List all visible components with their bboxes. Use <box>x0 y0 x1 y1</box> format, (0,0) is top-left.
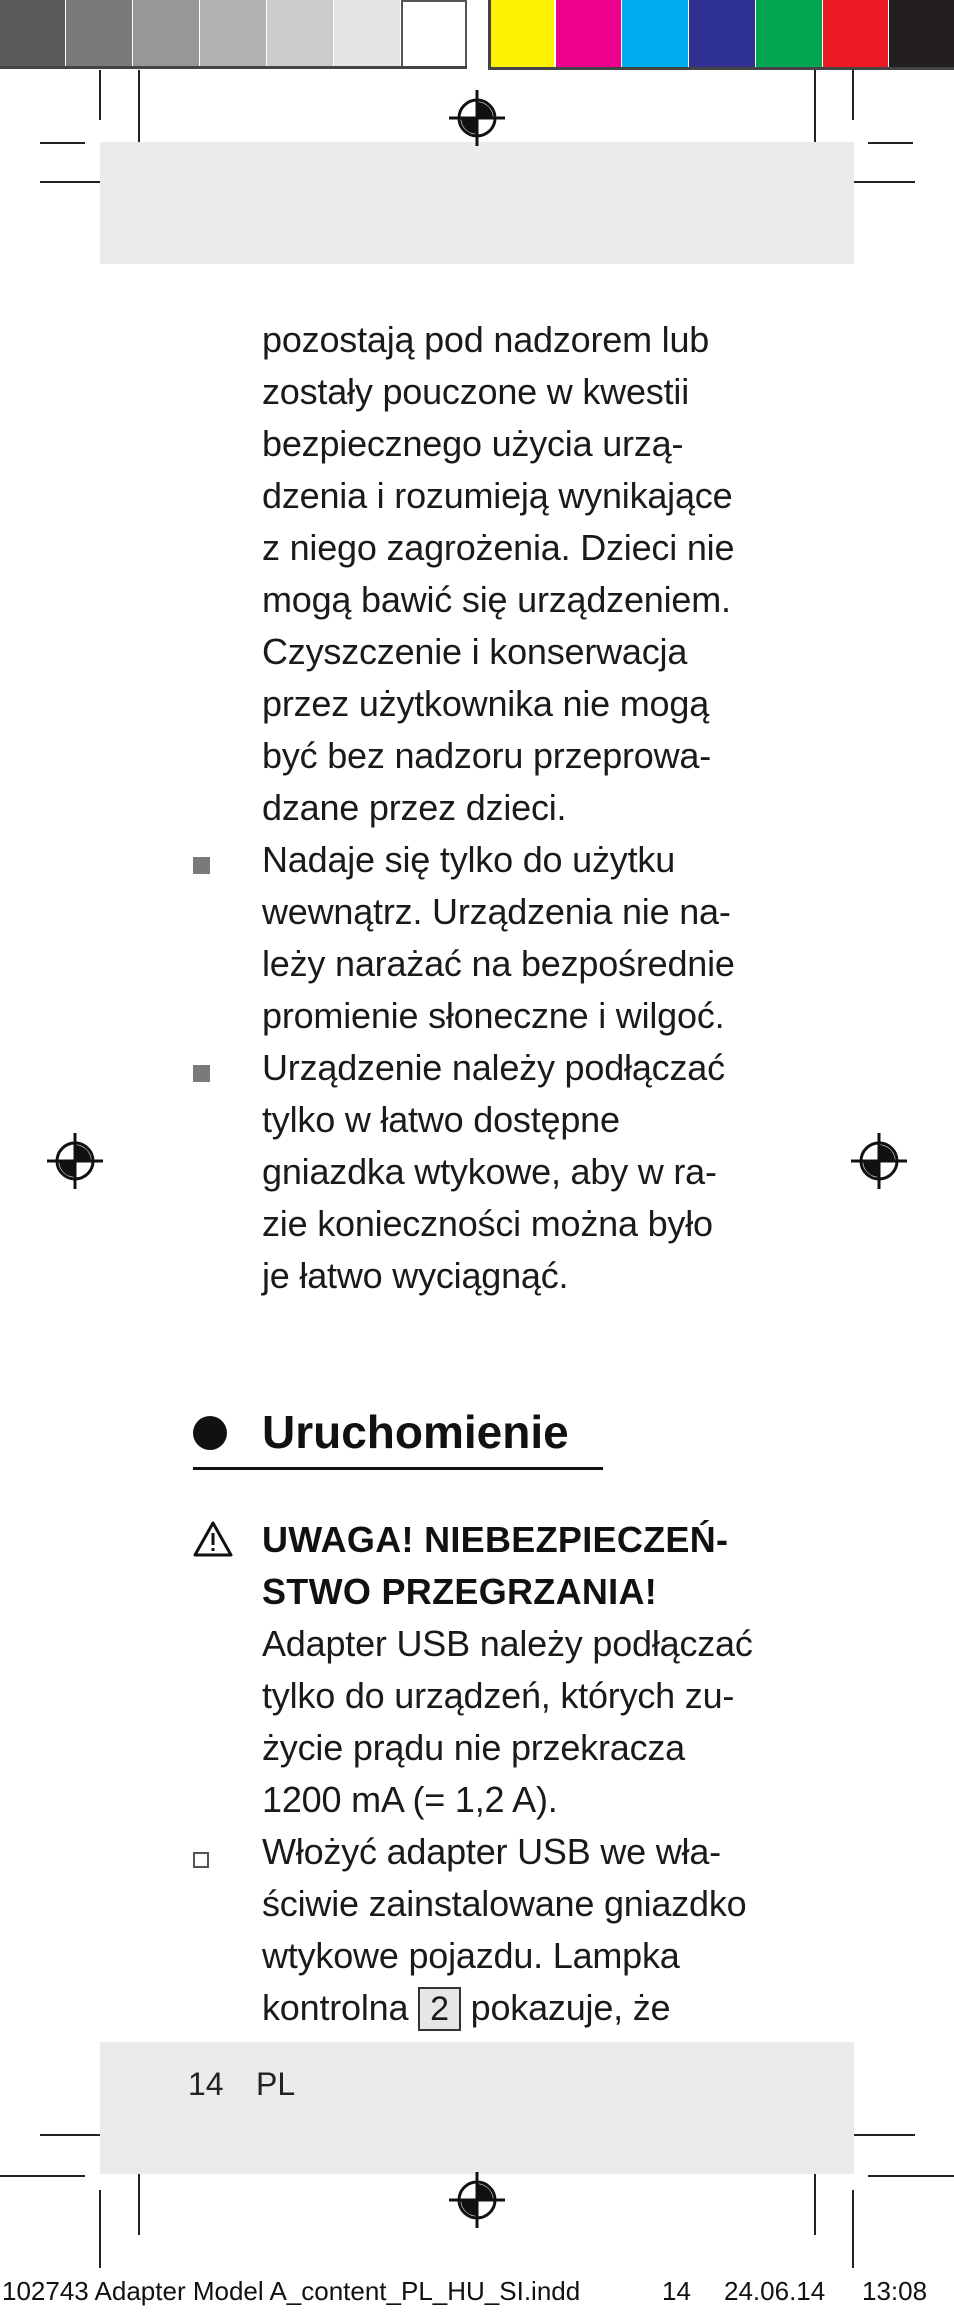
crop-mark <box>845 2134 915 2136</box>
heading-bullet-icon <box>193 1416 227 1450</box>
language-code: PL <box>256 2066 296 2102</box>
swatch-gray-5 <box>267 0 333 68</box>
color-bar-frame-bottom <box>488 67 954 70</box>
step-insert-adapter <box>262 1826 782 2034</box>
section-heading: Uruchomienie <box>262 1406 569 1458</box>
warning-title: UWAGA! NIEBEZPIECZEŃ- STWO PRZEGRZANIA! <box>262 1519 729 1612</box>
swatch-cyan <box>622 0 688 68</box>
step-line-text: kontrolna <box>262 1987 409 2028</box>
bullet-square-icon <box>193 857 210 874</box>
slug-time: 13:08 <box>862 2276 928 2306</box>
crop-mark <box>138 2165 140 2235</box>
registration-mark-top <box>449 90 505 146</box>
safety-paragraph: pozostają pod nadzorem lub zostały pouczone w kwestii bezpiecznego użycia urzą- dzenia i rozumieją wynikające z niego zagrożenia. Dzieci nie mogą bawić się urządzeniem. Czyszczenie i konserwacja przez użytkownika nie mogą być bez nadzoru przeprowa- dzane przez dzieci. <box>262 319 735 828</box>
page-number: 14 <box>188 2066 224 2102</box>
slug-page: 14 <box>662 2276 691 2306</box>
swatch-gray-2 <box>66 0 132 68</box>
step-line: Włożyć adapter USB we wła- <box>262 1831 721 1872</box>
crop-mark <box>868 2175 954 2177</box>
crop-mark <box>852 2190 854 2268</box>
registration-mark-bottom <box>449 2172 505 2228</box>
swatch-gray-3 <box>133 0 199 68</box>
swatch-blue <box>689 0 755 68</box>
swatch-red <box>823 0 888 68</box>
crop-mark <box>814 2165 816 2235</box>
swatch-gray-6 <box>334 0 400 68</box>
bullet-accessible-socket: Urządzenie należy podłączać tylko w łatwo dostępne gniazdka wtykowe, aby w ra- zie konieczności można było je łatwo wyciągnąć. <box>262 1047 725 1296</box>
crop-mark <box>138 70 140 152</box>
crop-mark <box>852 70 854 120</box>
warning-triangle-icon <box>192 1520 234 1558</box>
crop-mark <box>99 2190 101 2268</box>
crop-mark <box>868 142 913 144</box>
swatch-gray-4 <box>200 0 266 68</box>
color-bar-frame <box>0 66 467 69</box>
step-line: ściwie zainstalowane gniazdko <box>262 1883 747 1924</box>
swatch-black <box>889 0 954 68</box>
crop-mark <box>845 181 915 183</box>
bullet-square-icon <box>193 1065 210 1082</box>
footer-band <box>100 2042 854 2174</box>
crop-mark <box>814 70 816 152</box>
swatch-magenta <box>556 0 621 68</box>
bullet-indoor-use: Nadaje się tylko do użytku wewnątrz. Urządzenia nie na- leży narażać na bezpośrednie promienie słoneczne i wilgoć. <box>262 839 735 1036</box>
reference-number-box: 2 <box>418 1987 461 2031</box>
swatch-white <box>401 0 467 68</box>
crop-mark <box>99 70 101 120</box>
heading-underline <box>193 1467 603 1470</box>
slug-date: 24.06.14 <box>724 2276 826 2306</box>
swatch-gray-1 <box>0 0 65 68</box>
registration-mark-right <box>851 1133 907 1189</box>
step-line: wtykowe pojazdu. Lampka <box>262 1935 680 1976</box>
step-line-text: pokazuje, że <box>470 1987 671 2028</box>
color-bar-frame-right <box>488 0 491 70</box>
swatch-green <box>756 0 822 68</box>
swatch-yellow <box>490 0 554 68</box>
crop-mark <box>40 142 85 144</box>
slug-filename: 102743 Adapter Model A_content_PL_HU_SI.indd <box>2 2276 581 2306</box>
step-checkbox-icon <box>193 1852 209 1868</box>
warning-text: Adapter USB należy podłączać tylko do urządzeń, których zu- życie prądu nie przekracza 1200 mA (= 1,2 A). <box>262 1623 753 1820</box>
registration-mark-left <box>47 1133 103 1189</box>
step-line <box>262 1982 782 2034</box>
crop-mark <box>0 2175 85 2177</box>
header-band <box>100 142 854 264</box>
